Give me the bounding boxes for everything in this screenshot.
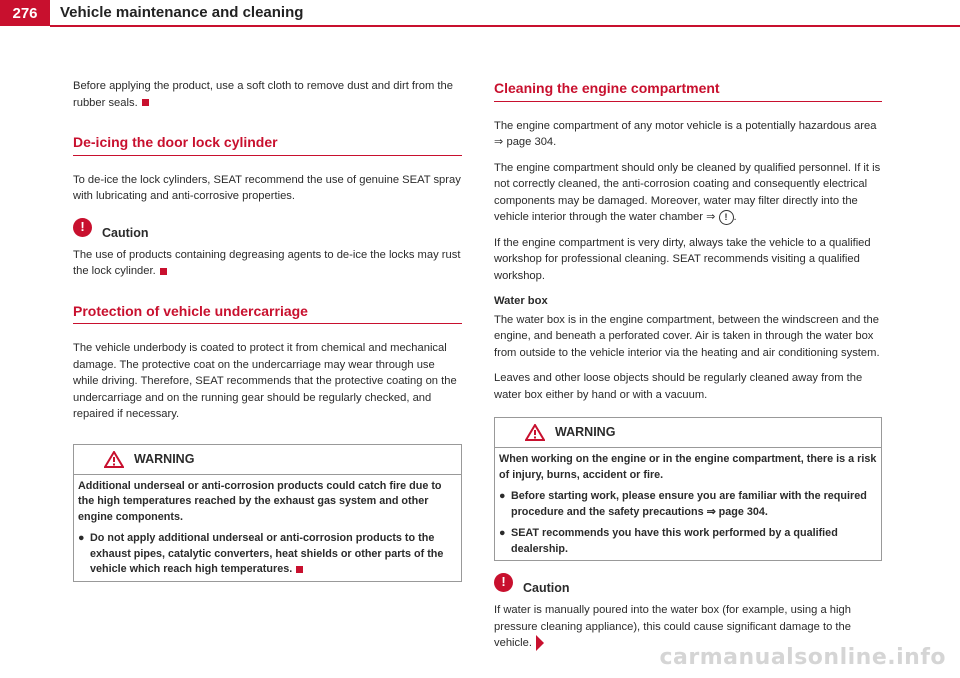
left-column — [73, 78, 462, 582]
warning-triangle-icon — [104, 451, 124, 468]
caution-text: If water is manually poured into the water box (for example, using a high pressure cleaning appliance), this could cause significant damage to the vehicle. — [494, 602, 882, 652]
header-rule — [50, 25, 960, 27]
water-box-paragraph: The water box is in the engine compartment, between the windscreen and the engine, and beneath a perforated cover. Air is taken in through the water box from outside to the vehicle interior via the heating and air conditioning system. — [494, 313, 880, 359]
section-heading-undercarriage: Protection of vehicle undercarriage — [73, 303, 462, 325]
warning-bullet: ● Before starting work, please ensure you are familiar with the required procedure and the safety precautions ⇒ page 304. — [499, 489, 877, 520]
warning-bullet: ● SEAT recommends you have this work performed by a qualified dealership. — [499, 526, 877, 557]
warning-text: Additional underseal or anti-corrosion products could catch fire due to the high temperatures reached by the exhaust gas system and other engine components. — [78, 479, 442, 523]
caution-icon: ! — [73, 218, 92, 237]
next-page-arrow-icon — [536, 635, 544, 651]
warning-heading: WARNING — [495, 418, 881, 448]
caution-heading: ! Caution — [494, 579, 882, 598]
page-number: 276 — [0, 0, 50, 26]
arrow-ref-icon: ⇒ — [706, 505, 716, 518]
caution-heading: ! Caution — [73, 224, 462, 243]
engine-paragraph-2: The engine compartment should only be cleaned by qualified personnel. If it is not correctly cleaned, the anti-corrosion coating and consequently electrical components may be damaged. Moreover, water may filter directly into the vehicle interior through the water chamber ⇒ ! . — [494, 161, 881, 223]
bullet-icon: ● — [78, 532, 85, 544]
warning-text: When working on the engine or in the engine compartment, there is a risk of injury, burns, accident or fire. — [499, 453, 877, 481]
bullet-icon: ● — [499, 490, 506, 502]
bullet-icon: ● — [499, 527, 506, 539]
warning-box — [73, 444, 462, 582]
undercarriage-paragraph: The vehicle underbody is coated to protect it from chemical and mechanical damage. The protective coat on the undercarriage may wear through use while driving. Therefore, SEAT recommends that the protective coating on the undercarriage and on the running gear should be regularly checked, and repaired if necessary. — [73, 342, 457, 420]
arrow-ref-icon: ⇒ — [706, 211, 716, 223]
warning-heading: WARNING — [74, 445, 461, 475]
water-box-heading: Water box — [494, 295, 548, 307]
warning-triangle-icon — [525, 424, 545, 441]
arrow-ref-icon: ⇒ — [494, 136, 504, 148]
engine-paragraph-1: The engine compartment of any motor vehicle is a potentially hazardous area ⇒ page 304. — [494, 119, 877, 148]
caution-icon: ! — [494, 573, 513, 592]
leaves-paragraph: Leaves and other loose objects should be regularly cleaned away from the water box either by hand or with a vacuum. — [494, 372, 863, 401]
section-end-marker — [142, 99, 149, 106]
section-end-marker — [296, 566, 303, 573]
section-end-marker — [160, 268, 167, 275]
page-link[interactable]: page 304. — [718, 505, 768, 518]
caution-text: The use of products containing degreasing agents to de-ice the locks may rust the lock cylinder. — [73, 248, 461, 277]
intro-paragraph: Before applying the product, use a soft cloth to remove dust and dirt from the rubber seals. — [73, 80, 453, 109]
page-header-title: Vehicle maintenance and cleaning — [60, 4, 304, 21]
section-heading-door-lock: De-icing the door lock cylinder — [73, 134, 462, 156]
engine-paragraph-3: If the engine compartment is very dirty, always take the vehicle to a qualified workshop for professional cleaning. SEAT recommends visiting a qualified workshop. — [494, 236, 871, 282]
warning-bullet: ● Do not apply additional underseal or anti-corrosion products to the exhaust pipes, catalytic converters, heat shields or other parts of the vehicle which reach high temperatures. — [78, 531, 457, 578]
right-column — [494, 80, 882, 661]
caution-ref-icon[interactable]: ! — [719, 210, 734, 225]
warning-box — [494, 417, 882, 561]
door-lock-paragraph: To de-ice the lock cylinders, SEAT recommend the use of genuine SEAT spray with lubricating and anti-corrosive properties. — [73, 173, 461, 202]
watermark-text: carmanualsonline.info — [659, 645, 946, 670]
section-heading-engine-compartment: Cleaning the engine compartment — [494, 80, 882, 102]
page-link[interactable]: page 304. — [506, 136, 557, 148]
